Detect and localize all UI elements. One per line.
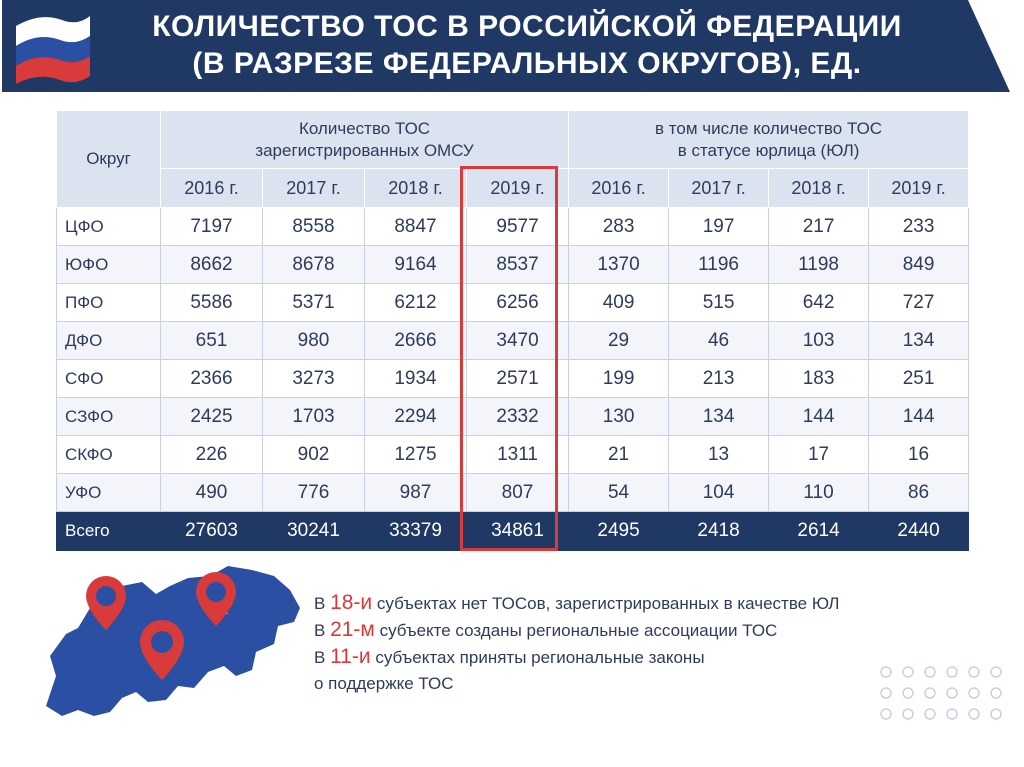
- header-band: [2, 0, 1010, 92]
- group-header-omsu: [161, 111, 569, 169]
- table-cell: 807: [467, 474, 569, 512]
- total-cell: 27603: [161, 512, 263, 551]
- year-header: 2017 г.: [263, 169, 365, 208]
- fact-text: субъектах приняты региональные законы: [370, 648, 705, 667]
- table-cell: 134: [669, 398, 769, 436]
- table-cell: 490: [161, 474, 263, 512]
- table-cell: 110: [769, 474, 869, 512]
- russian-flag-icon: [10, 6, 96, 86]
- table-cell: 1311: [467, 436, 569, 474]
- table-cell: 283: [569, 208, 669, 246]
- year-header: 2018 г.: [769, 169, 869, 208]
- total-cell: 34861: [467, 512, 569, 551]
- table-cell: 1370: [569, 246, 669, 284]
- data-table-wrapper: [56, 110, 969, 551]
- slide: [2, 0, 1012, 767]
- table-cell: 6212: [365, 284, 467, 322]
- table-cell: 9164: [365, 246, 467, 284]
- table-cell: 6256: [467, 284, 569, 322]
- tos-table: [56, 110, 969, 551]
- fact-item-continued: о поддержке ТОС: [314, 674, 454, 693]
- table-cell: 849: [869, 246, 969, 284]
- table-cell: 3470: [467, 322, 569, 360]
- total-label: Всего: [57, 512, 161, 551]
- table-cell: 144: [769, 398, 869, 436]
- group-header-yul: [569, 111, 969, 169]
- table-row: [57, 246, 969, 284]
- table-cell: 1198: [769, 246, 869, 284]
- table-cell: 8558: [263, 208, 365, 246]
- table-cell: 987: [365, 474, 467, 512]
- okrug-name: СЗФО: [57, 398, 161, 436]
- table-cell: 8662: [161, 246, 263, 284]
- table-cell: 776: [263, 474, 365, 512]
- table-cell: 251: [869, 360, 969, 398]
- table-cell: 980: [263, 322, 365, 360]
- fact-item: [314, 617, 1014, 644]
- table-cell: 29: [569, 322, 669, 360]
- fact-prefix: В: [314, 621, 331, 640]
- table-cell: 2666: [365, 322, 467, 360]
- table-cell: 642: [769, 284, 869, 322]
- table-cell: 213: [669, 360, 769, 398]
- total-cell: 2440: [869, 512, 969, 551]
- table-cell: 13: [669, 436, 769, 474]
- okrug-header: Округ: [57, 111, 161, 208]
- title-line-2: (В РАЗРЕЗЕ ФЕДЕРАЛЬНЫХ ОКРУГОВ), ЕД.: [192, 47, 862, 80]
- table-row: [57, 474, 969, 512]
- table-cell: 2294: [365, 398, 467, 436]
- group-header-omsu-line2: зарегистрированных ОМСУ: [255, 140, 474, 160]
- table-cell: 1196: [669, 246, 769, 284]
- table-cell: 2332: [467, 398, 569, 436]
- table-row: [57, 322, 969, 360]
- group-header-yul-line1: в том числе количество ТОС: [655, 118, 883, 138]
- table-cell: 5586: [161, 284, 263, 322]
- table-cell: 17: [769, 436, 869, 474]
- fact-prefix: В: [314, 648, 331, 667]
- table-cell: 197: [669, 208, 769, 246]
- table-cell: 86: [869, 474, 969, 512]
- table-cell: 902: [263, 436, 365, 474]
- table-cell: 409: [569, 284, 669, 322]
- table-cell: 727: [869, 284, 969, 322]
- table-cell: 9577: [467, 208, 569, 246]
- fact-prefix: В: [314, 594, 331, 613]
- table-cell: 134: [869, 322, 969, 360]
- table-row: [57, 360, 969, 398]
- year-header: 2019 г.: [467, 169, 569, 208]
- year-header: 2018 г.: [365, 169, 467, 208]
- table-cell: 1275: [365, 436, 467, 474]
- table-cell: 103: [769, 322, 869, 360]
- table-cell: 7197: [161, 208, 263, 246]
- title-line-1: КОЛИЧЕСТВО ТОС В РОССИЙСКОЙ ФЕДЕРАЦИИ: [152, 10, 902, 43]
- okrug-name: ЦФО: [57, 208, 161, 246]
- table-cell: 21: [569, 436, 669, 474]
- total-cell: 2614: [769, 512, 869, 551]
- year-header: 2016 г.: [161, 169, 263, 208]
- fact-number: 21-м: [330, 618, 375, 641]
- year-header: 2016 г.: [569, 169, 669, 208]
- table-cell: 199: [569, 360, 669, 398]
- total-cell: 2418: [669, 512, 769, 551]
- table-cell: 1934: [365, 360, 467, 398]
- total-cell: 33379: [365, 512, 467, 551]
- table-row: [57, 398, 969, 436]
- page-title: [107, 8, 947, 82]
- table-cell: 8537: [467, 246, 569, 284]
- okrug-name: СФО: [57, 360, 161, 398]
- table-cell: 2571: [467, 360, 569, 398]
- group-header-yul-line2: в статусе юрлица (ЮЛ): [677, 140, 860, 160]
- header-corner-fold: [968, 0, 1010, 92]
- table-row: [57, 436, 969, 474]
- okrug-name: ПФО: [57, 284, 161, 322]
- decorative-dots-pattern: [878, 664, 1008, 722]
- table-row: [57, 208, 969, 246]
- okrug-name: ЮФО: [57, 246, 161, 284]
- table-cell: 2425: [161, 398, 263, 436]
- table-cell: 515: [669, 284, 769, 322]
- table-cell: 651: [161, 322, 263, 360]
- table-cell: 5371: [263, 284, 365, 322]
- table-row: [57, 284, 969, 322]
- table-cell: 46: [669, 322, 769, 360]
- okrug-name: ДФО: [57, 322, 161, 360]
- table-cell: 2366: [161, 360, 263, 398]
- table-cell: 144: [869, 398, 969, 436]
- group-header-omsu-line1: Количество ТОС: [298, 118, 431, 138]
- year-header: 2019 г.: [869, 169, 969, 208]
- table-cell: 3273: [263, 360, 365, 398]
- table-cell: 1703: [263, 398, 365, 436]
- table-cell: 8678: [263, 246, 365, 284]
- fact-text: субъектах нет ТОСов, зарегистрированных в качестве ЮЛ: [372, 594, 840, 613]
- okrug-name: СКФО: [57, 436, 161, 474]
- table-cell: 130: [569, 398, 669, 436]
- year-header: 2017 г.: [669, 169, 769, 208]
- total-cell: 2495: [569, 512, 669, 551]
- table-cell: 233: [869, 208, 969, 246]
- table-cell: 54: [569, 474, 669, 512]
- total-cell: 30241: [263, 512, 365, 551]
- okrug-name: УФО: [57, 474, 161, 512]
- fact-number: 18-и: [330, 591, 373, 614]
- table-cell: 183: [769, 360, 869, 398]
- table-cell: 16: [869, 436, 969, 474]
- total-row: [57, 512, 969, 551]
- table-cell: 226: [161, 436, 263, 474]
- fact-text: субъекте созданы региональные ассоциации ТОС: [374, 621, 778, 640]
- table-cell: 104: [669, 474, 769, 512]
- table-cell: 8847: [365, 208, 467, 246]
- russia-map-icon: [38, 556, 308, 726]
- fact-item: [314, 590, 1014, 617]
- table-cell: 217: [769, 208, 869, 246]
- fact-number: 11-и: [330, 645, 371, 668]
